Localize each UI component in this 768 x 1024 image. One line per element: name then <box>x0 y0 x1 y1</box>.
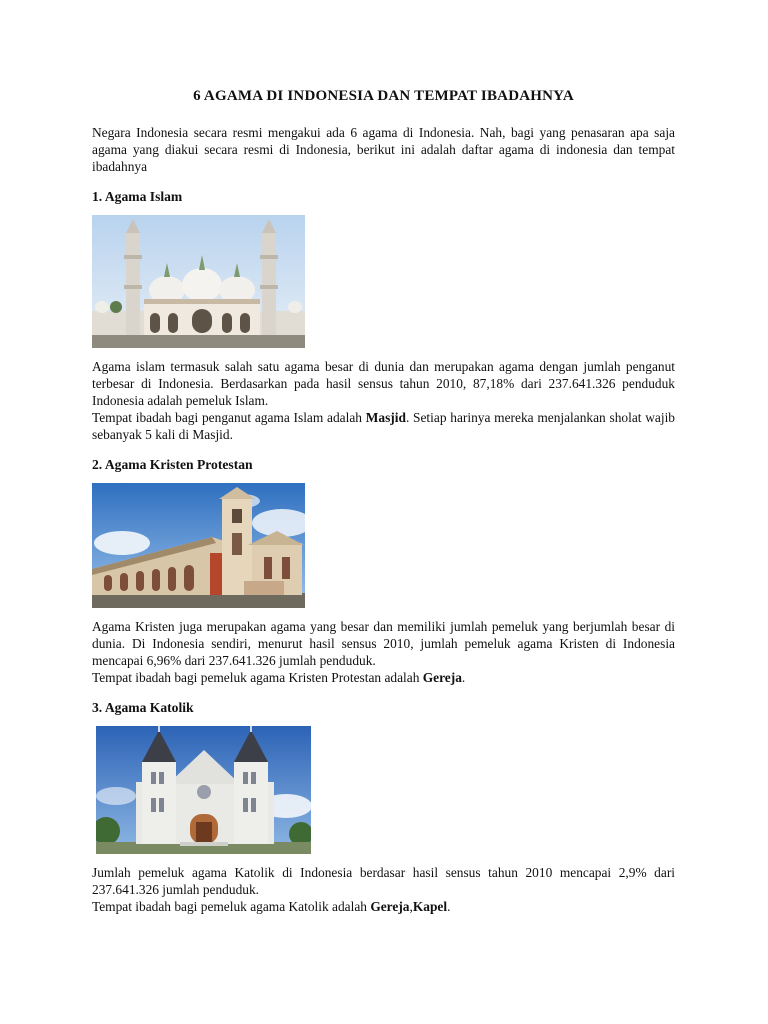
protestant-worship-place: Gereja <box>422 670 462 685</box>
catholic-church-photo <box>96 726 311 854</box>
catholic-paragraph: Jumlah pemeluk agama Katolik di Indonesia berdasar hasil sensus tahun 2010 mencapai 2,9% dari 237.641.326 jumlah penduduk. <box>92 865 675 897</box>
islam-worship-place: Masjid <box>365 410 406 425</box>
section-heading-islam: 1. Agama Islam <box>92 189 183 204</box>
document-title: 6 AGAMA DI INDONESIA DAN TEMPAT IBADAHNYA <box>193 88 574 104</box>
protestant-church-photo <box>92 483 305 608</box>
mosque-photo <box>92 215 305 348</box>
islam-paragraph: Agama islam termasuk salah satu agama besar di dunia dan merupakan agama dengan jumlah penganut terbesar di Indonesia. Berdasarkan pada hasil sensus tahun 2010, 87,18% dari 237.641.326 penduduk Indonesia adalah pemeluk Islam. <box>92 359 675 408</box>
catholic-worship-place-2: Kapel <box>412 899 448 914</box>
section-heading-catholic: 3. Agama Katolik <box>92 700 194 715</box>
section-heading-protestant: 2. Agama Kristen Protestan <box>92 457 253 472</box>
islam-worship-line: Tempat ibadah bagi penganut agama Islam adalah Masjid. Setiap harinya mereka menjalankan sholat wajib sebanyak 5 kali di Masjid. <box>92 410 676 442</box>
document-page <box>92 88 675 915</box>
catholic-worship-place: Gereja <box>370 899 410 914</box>
catholic-worship-line: Tempat ibadah bagi pemeluk agama Katolik adalah Gereja,Kapel. <box>92 899 451 914</box>
protestant-paragraph: Agama Kristen juga merupakan agama yang besar dan memiliki jumlah pemeluk yang berjumlah besar di dunia. Di Indonesia sendiri, menurut hasil sensus 2010, jumlah pemeluk agama Kristen di Indonesia mencapai 6,96% dari 237.641.326 jumlah penduduk. <box>92 619 675 668</box>
protestant-worship-line: Tempat ibadah bagi pemeluk agama Kristen Protestan adalah Gereja. <box>92 670 466 685</box>
intro-paragraph: Negara Indonesia secara resmi mengakui ada 6 agama di Indonesia. Nah, bagi yang penasaran apa saja agama yang diakui secara resmi di Indonesia, berikut ini adalah daftar agama di indonesia dan tempat ibadahnya <box>92 125 675 174</box>
